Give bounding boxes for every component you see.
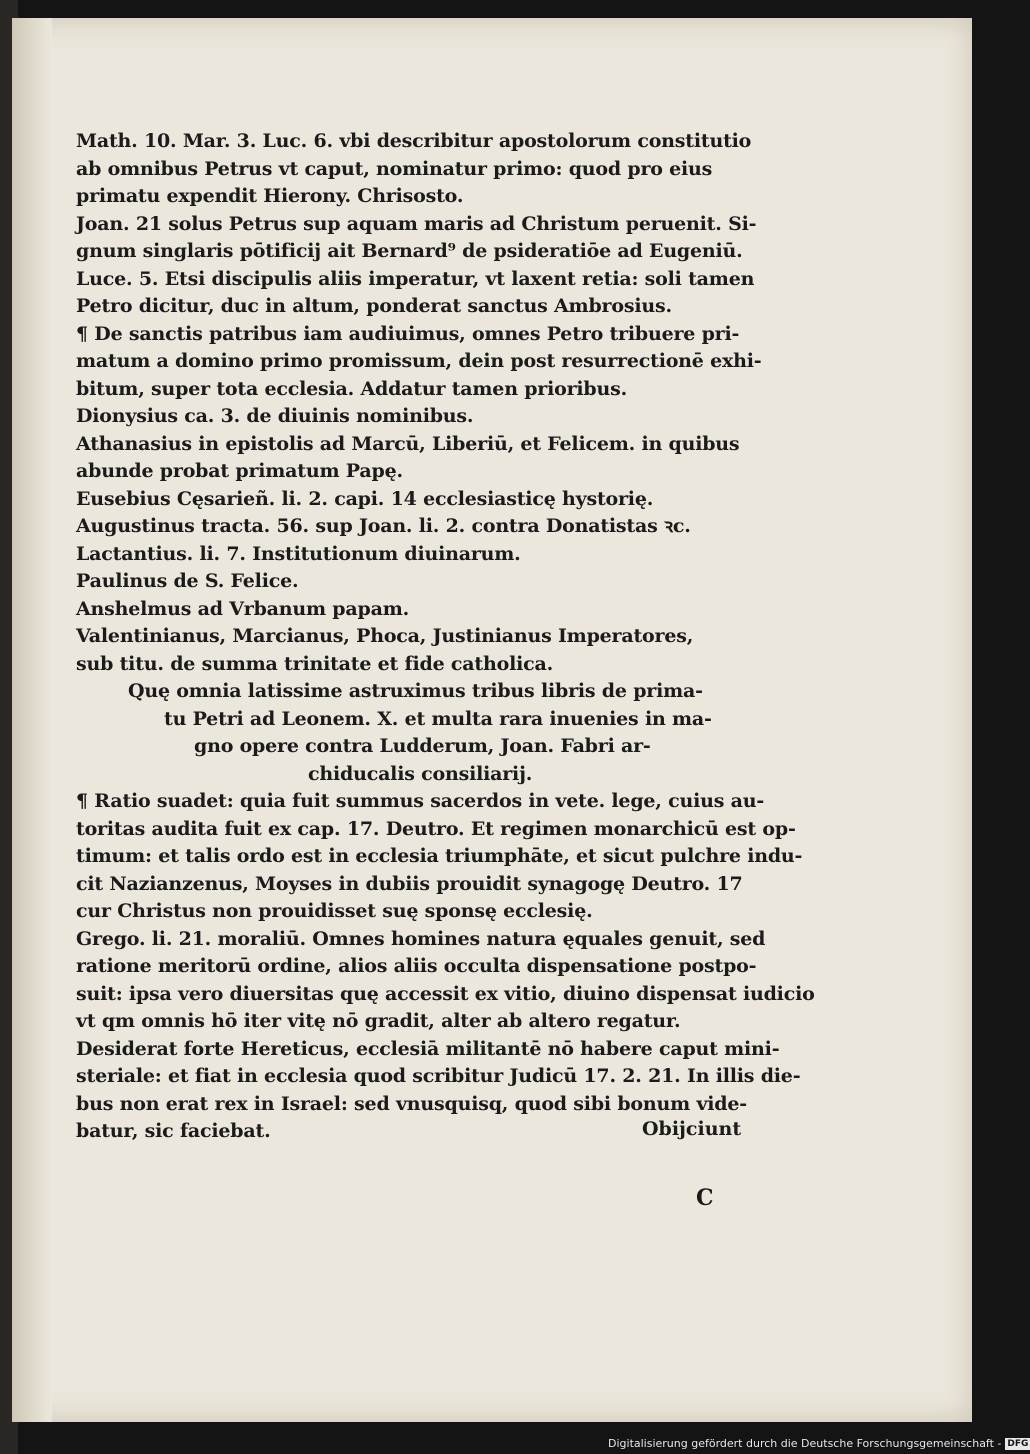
funding-footer	[608, 1436, 1030, 1452]
text-line: matum a domino primo promissum, dein post resurrectionē exhi-	[76, 350, 762, 372]
text-line: steriale: et fiat in ecclesia quod scribitur Judicū 17. 2. 21. In illis die-	[76, 1065, 801, 1087]
text-line: Augustinus tracta. 56. sup Joan. li. 2. contra Donatistas ꝛc.	[76, 515, 691, 537]
text-line: primatu expendit Hierony. Chrisosto.	[76, 185, 464, 207]
footer-text: Digitalisierung gefördert durch die Deutsche Forschungsgemeinschaft -	[608, 1437, 1002, 1450]
text-line: Dionysius ca. 3. de diuinis nominibus.	[76, 405, 474, 427]
text-line: Athanasius in epistolis ad Marcū, Liberiū, et Felicem. in quibus	[76, 432, 740, 455]
text-line: sub titu. de summa trinitate et fide catholica.	[76, 652, 553, 675]
text-line: cit Nazianzenus, Moyses in dubiis prouidit synagogę Deutro. 17	[76, 872, 743, 895]
text-line: cur Christus non prouidisset suę sponsę ecclesię.	[76, 900, 593, 922]
text-line: Math. 10. Mar. 3. Luc. 6. vbi describitur apostolorum constitutio	[76, 130, 752, 152]
text-line: ¶ Ratio suadet: quia fuit summus sacerdos in vete. lege, cuius au-	[76, 790, 765, 812]
centered-paragraph-line: gno opere contra Ludderum, Joan. Fabri ar-	[194, 735, 651, 757]
centered-paragraph-line: tu Petri ad Leonem. X. et multa rara inuenies in ma-	[164, 707, 712, 730]
text-line: Joan. 21 solus Petrus sup aquam maris ad Christum peruenit. Si-	[76, 212, 757, 235]
signature-mark: C	[696, 1185, 714, 1211]
text-line: bitum, super tota ecclesia. Addatur tamen prioribus.	[76, 377, 628, 400]
text-line: abunde probat primatum Papę.	[76, 460, 403, 482]
text-line: gnum singlaris pōtificij ait Bernard⁹ de psideratiōe ad Eugeniū.	[76, 240, 743, 262]
page-gutter-shadow	[12, 18, 52, 1422]
text-line: vt qm omnis hō iter vitę nō gradit, alter ab altero regatur.	[76, 1010, 681, 1032]
book-page	[12, 18, 972, 1422]
catchword-row	[76, 1118, 796, 1146]
text-line: ratione meritorū ordine, alios aliis occulta dispensatione postpo-	[76, 955, 757, 977]
text-line: Anshelmus ad Vrbanum papam.	[76, 597, 410, 620]
catchword: Obijciunt	[642, 1118, 742, 1140]
text-line: bus non erat rex in Israel: sed vnusquisq, quod sibi bonum vide-	[76, 1092, 747, 1115]
centered-paragraph-line: chiducalis consiliarij.	[308, 762, 533, 785]
text-line: Paulinus de S. Felice.	[76, 570, 299, 592]
text-line: ab omnibus Petrus vt caput, nominatur primo: quod pro eius	[76, 157, 713, 180]
text-line: Valentinianus, Marcianus, Phoca, Justinianus Imperatores,	[76, 625, 694, 647]
text-line: Luce. 5. Etsi discipulis aliis imperatur, vt laxent retia: soli tamen	[76, 267, 755, 290]
centered-paragraph-line: Quę omnia latissime astruximus tribus libris de prima-	[128, 680, 703, 702]
text-line: Lactantius. li. 7. Institutionum diuinarum.	[76, 542, 521, 565]
text-line: Petro dicitur, duc in altum, ponderat sanctus Ambrosius.	[76, 295, 672, 317]
text-line: ¶ De sanctis patribus iam audiuimus, omnes Petro tribuere pri-	[76, 322, 740, 345]
text-line: Eusebius Cęsarieñ. li. 2. capi. 14 ecclesiasticę hystorię.	[76, 487, 654, 510]
dfg-logo-icon: DFG	[1007, 1439, 1029, 1449]
text-line: suit: ipsa vero diuersitas quę accessit ex vitio, diuino dispensat iudicio	[76, 982, 815, 1005]
text-line: Grego. li. 21. moraliū. Omnes homines natura ęquales genuit, sed	[76, 927, 766, 950]
text-line: toritas audita fuit ex cap. 17. Deutro. Et regimen monarchicū est op-	[76, 817, 796, 840]
text-line: timum: et talis ordo est in ecclesia triumphāte, et sicut pulchre indu-	[76, 845, 803, 867]
main-text-block	[76, 128, 815, 1146]
text-line: batur, sic faciebat.	[76, 1120, 271, 1142]
text-line: Desiderat forte Hereticus, ecclesiā militantē nō habere caput mini-	[76, 1037, 780, 1060]
